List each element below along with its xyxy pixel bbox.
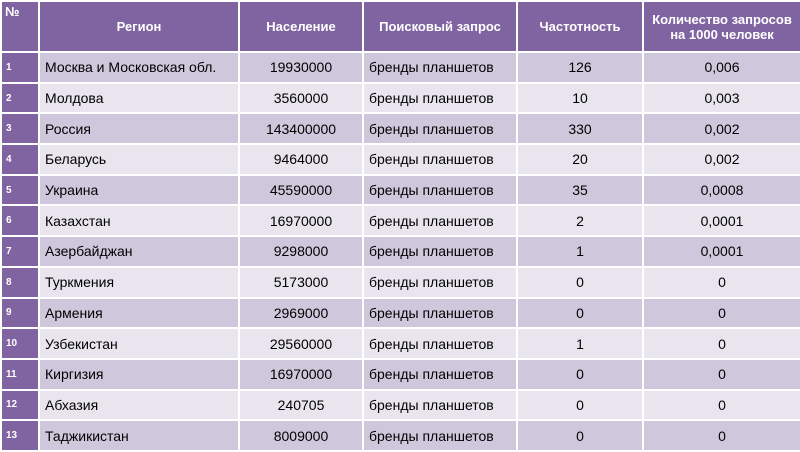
population-cell: 9464000 xyxy=(240,145,362,174)
population-cell: 19930000 xyxy=(240,53,362,82)
per-1000-cell: 0 xyxy=(644,391,800,420)
table-header-row xyxy=(2,2,800,51)
population-cell: 16970000 xyxy=(240,206,362,235)
table-row xyxy=(2,84,800,113)
query-cell: бренды планшетов xyxy=(364,84,516,113)
row-index: 6 xyxy=(2,206,38,235)
table-row xyxy=(2,299,800,328)
header-num: № xyxy=(2,2,38,51)
table-row xyxy=(2,145,800,174)
header-frequency: Частотность xyxy=(518,2,642,51)
table-row xyxy=(2,329,800,358)
row-index: 11 xyxy=(2,360,38,389)
region-cell: Москва и Московская обл. xyxy=(40,53,238,82)
frequency-cell: 0 xyxy=(518,268,642,297)
row-index: 8 xyxy=(2,268,38,297)
per-1000-cell: 0 xyxy=(644,421,800,450)
frequency-cell: 1 xyxy=(518,237,642,266)
query-cell: бренды планшетов xyxy=(364,53,516,82)
frequency-cell: 330 xyxy=(518,114,642,143)
frequency-cell: 126 xyxy=(518,53,642,82)
region-cell: Таджикистан xyxy=(40,421,238,450)
query-cell: бренды планшетов xyxy=(364,391,516,420)
region-cell: Абхазия xyxy=(40,391,238,420)
population-cell: 9298000 xyxy=(240,237,362,266)
population-cell: 8009000 xyxy=(240,421,362,450)
frequency-cell: 10 xyxy=(518,84,642,113)
table-row xyxy=(2,206,800,235)
per-1000-cell: 0,002 xyxy=(644,114,800,143)
per-1000-cell: 0 xyxy=(644,360,800,389)
query-cell: бренды планшетов xyxy=(364,421,516,450)
row-index: 2 xyxy=(2,84,38,113)
query-cell: бренды планшетов xyxy=(364,176,516,205)
row-index: 7 xyxy=(2,237,38,266)
per-1000-cell: 0,002 xyxy=(644,145,800,174)
region-cell: Украина xyxy=(40,176,238,205)
population-cell: 16970000 xyxy=(240,360,362,389)
region-cell: Молдова xyxy=(40,84,238,113)
row-index: 9 xyxy=(2,299,38,328)
table-row xyxy=(2,237,800,266)
row-index: 1 xyxy=(2,53,38,82)
header-region: Регион xyxy=(40,2,238,51)
population-cell: 5173000 xyxy=(240,268,362,297)
row-index: 5 xyxy=(2,176,38,205)
query-cell: бренды планшетов xyxy=(364,237,516,266)
frequency-cell: 1 xyxy=(518,329,642,358)
region-cell: Азербайджан xyxy=(40,237,238,266)
table-row xyxy=(2,114,800,143)
population-cell: 143400000 xyxy=(240,114,362,143)
region-cell: Узбекистан xyxy=(40,329,238,358)
region-cell: Киргизия xyxy=(40,360,238,389)
table-row xyxy=(2,391,800,420)
query-cell: бренды планшетов xyxy=(364,145,516,174)
table-row xyxy=(2,53,800,82)
region-cell: Беларусь xyxy=(40,145,238,174)
population-cell: 29560000 xyxy=(240,329,362,358)
table-row xyxy=(2,360,800,389)
region-cell: Россия xyxy=(40,114,238,143)
per-1000-cell: 0,0008 xyxy=(644,176,800,205)
query-cell: бренды планшетов xyxy=(364,329,516,358)
per-1000-cell: 0,006 xyxy=(644,53,800,82)
row-index: 3 xyxy=(2,114,38,143)
header-query: Поисковый запрос xyxy=(364,2,516,51)
frequency-cell: 35 xyxy=(518,176,642,205)
query-cell: бренды планшетов xyxy=(364,114,516,143)
header-per-1000: Количество запросов на 1000 человек xyxy=(644,2,800,51)
per-1000-cell: 0,003 xyxy=(644,84,800,113)
header-population: Население xyxy=(240,2,362,51)
per-1000-cell: 0,0001 xyxy=(644,206,800,235)
region-cell: Армения xyxy=(40,299,238,328)
frequency-cell: 0 xyxy=(518,421,642,450)
frequency-cell: 0 xyxy=(518,360,642,389)
query-cell: бренды планшетов xyxy=(364,206,516,235)
row-index: 12 xyxy=(2,391,38,420)
population-cell: 3560000 xyxy=(240,84,362,113)
query-cell: бренды планшетов xyxy=(364,299,516,328)
table-row xyxy=(2,176,800,205)
frequency-cell: 2 xyxy=(518,206,642,235)
row-index: 10 xyxy=(2,329,38,358)
region-cell: Казахстан xyxy=(40,206,238,235)
query-cell: бренды планшетов xyxy=(364,268,516,297)
per-1000-cell: 0 xyxy=(644,299,800,328)
table-row xyxy=(2,268,800,297)
per-1000-cell: 0,0001 xyxy=(644,237,800,266)
table-row xyxy=(2,421,800,450)
region-cell: Туркмения xyxy=(40,268,238,297)
row-index: 13 xyxy=(2,421,38,450)
population-cell: 45590000 xyxy=(240,176,362,205)
table-body xyxy=(2,53,800,450)
frequency-cell: 20 xyxy=(518,145,642,174)
frequency-cell: 0 xyxy=(518,299,642,328)
population-cell: 2969000 xyxy=(240,299,362,328)
frequency-cell: 0 xyxy=(518,391,642,420)
per-1000-cell: 0 xyxy=(644,329,800,358)
query-cell: бренды планшетов xyxy=(364,360,516,389)
per-1000-cell: 0 xyxy=(644,268,800,297)
row-index: 4 xyxy=(2,145,38,174)
population-cell: 240705 xyxy=(240,391,362,420)
